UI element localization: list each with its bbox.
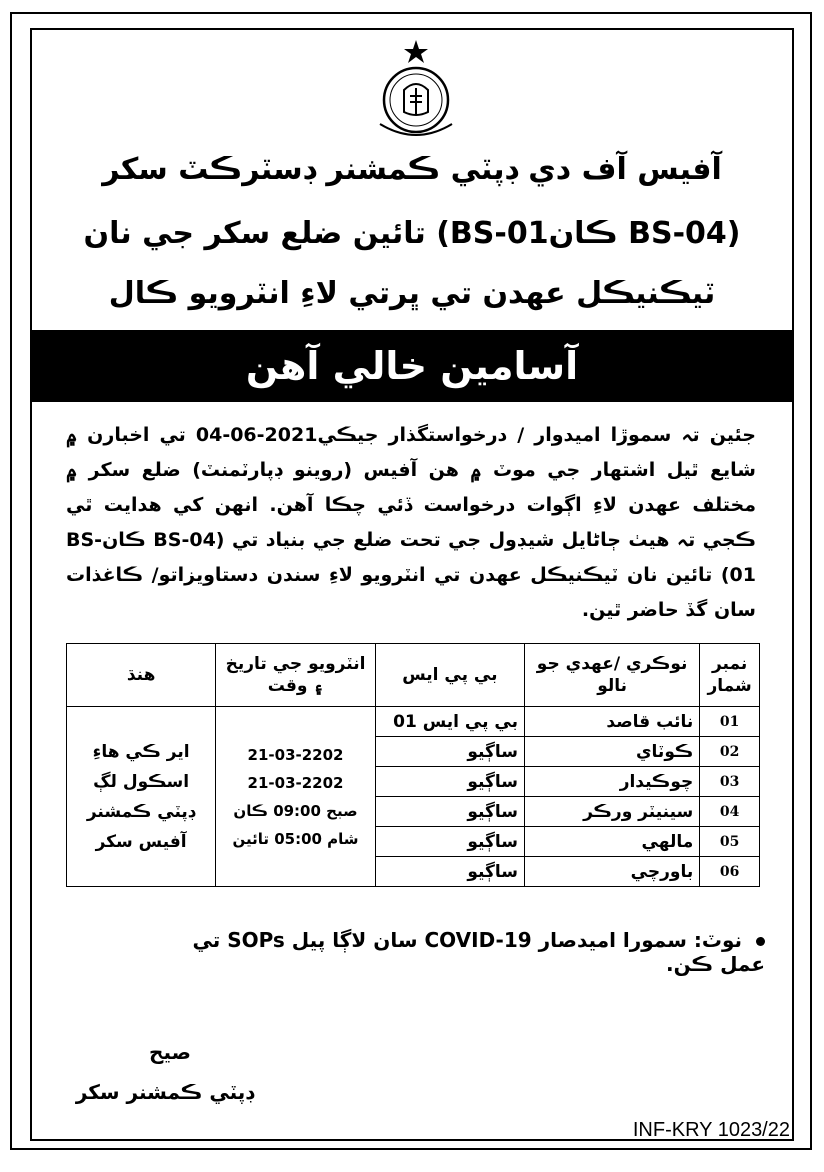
venue-line-4: آفيس سکر (95, 831, 187, 852)
interview-time-from: صبح 09:00 ڪان (233, 801, 358, 820)
interview-schedule-table (66, 643, 760, 887)
header-venue: هنڌ (67, 644, 216, 707)
row-bps: ساڳيو (375, 827, 524, 857)
header-line-2: (BS-04 ڪانBS-01) تائين ضلع سکر جي نان (83, 216, 741, 251)
venue-cell (67, 707, 216, 887)
signature-line-1: صيح (149, 1040, 191, 1064)
row-post: مالهي (524, 827, 699, 857)
venue-line-3: ڊپٽي ڪمشنر (86, 801, 196, 822)
venue-line-1: اير ڪي هاءِ (92, 741, 190, 762)
row-bps: بي پي ايس 01 (375, 707, 524, 737)
banner-text: آسامين خالي آهن (245, 344, 579, 388)
covid-note (150, 928, 765, 976)
interview-date-2: 21-03-2202 (247, 773, 344, 792)
table-header-row (67, 644, 760, 707)
row-num: 04 (700, 797, 760, 827)
note-text: نوٽ: سمورا اميدصار COVID-19 سان لاڳا پيل SOPs تي عمل ڪن. (192, 928, 765, 976)
interview-time-to: شام 05:00 تائين (232, 829, 359, 848)
interview-date-1: 21-03-2202 (247, 745, 344, 764)
header-line-1: آفيس آف دي ڊپٽي ڪمشنر ڊسٽرڪٽ سکر (102, 152, 722, 187)
venue-line-2: اسڪول لڳ (93, 771, 190, 792)
row-bps: ساڳيو (375, 737, 524, 767)
interview-datetime-cell (216, 707, 376, 887)
header-line-3: ٽيڪنيڪل عهدن تي ڀرتي لاءِ انٽرويو ڪال (108, 276, 716, 311)
row-bps: ساڳيو (375, 857, 524, 887)
vacancy-banner (32, 330, 792, 402)
row-num: 01 (700, 707, 760, 737)
header-datetime: انٽرويو جي تاريخ ۽ وقت (216, 644, 376, 707)
header-bps: بي پي ايس (375, 644, 524, 707)
body-paragraph: جئين تہ سموڙا اميدوار / درخواستگذار جيڪي2021-06-04 تي اخبارن ۾ شايع ٿيل اشتهار جي موٽ ۾ هن آفيس (روينو ڊپارٽمنٽ) ضلع سکر ۾ مختلف عهدن لاءِ اڳوات درخواست ڏئي چڪا آهن. انهن کي هدايت ٿي ڪجي تہ هيٺ ڄاڻايل شيڊول جي تحت ضلع جي بنياد تي (BS-04 ڪانBS-01) تائين نان ٽيڪنيڪل عهدن تي انٽرويو لاءِ سندن دستاويزاتو/ ڪاغذات سان گڏ حاضر ٿين. (66, 424, 756, 621)
bullet-icon (756, 937, 765, 946)
row-bps: ساڳيو (375, 797, 524, 827)
reference-number: INF-KRY 1023/22 (632, 1119, 790, 1141)
row-num: 06 (700, 857, 760, 887)
row-num: 02 (700, 737, 760, 767)
row-num: 05 (700, 827, 760, 857)
row-bps: ساڳيو (375, 767, 524, 797)
row-post: باورچي (524, 857, 699, 887)
header-post: نوڪري /عهدي جو نالو (524, 644, 699, 707)
row-num: 03 (700, 767, 760, 797)
header-num: نمبر شمار (700, 644, 760, 707)
table-row (67, 707, 760, 737)
row-post: چوڪيدار (524, 767, 699, 797)
row-post: سينيٽر ورڪر (524, 797, 699, 827)
row-post: ڪوٽاي (524, 737, 699, 767)
signature-line-2: ڊپٽي ڪمشنر سکر (75, 1080, 255, 1104)
government-emblem-icon (358, 38, 468, 148)
row-post: نائب قاصد (524, 707, 699, 737)
